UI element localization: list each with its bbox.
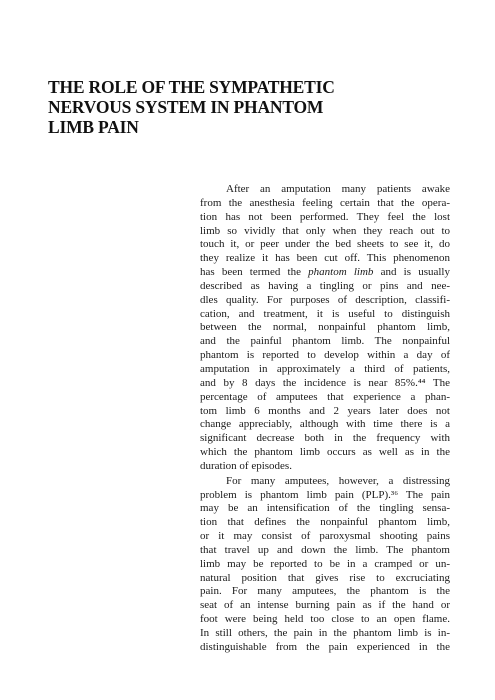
text-line: dles quality. For purposes of description, classifi-	[200, 293, 450, 306]
text-line: natural position that gives rise to excruciating	[200, 571, 450, 584]
text-line: from the anesthesia feeling certain that the opera-	[200, 196, 450, 209]
body-text-column	[200, 183, 450, 655]
text-run: and is usually	[373, 266, 450, 279]
text-line: or it may consist of paroxysmal shooting pains	[200, 530, 450, 543]
chapter-title-line: LIMB PAIN	[48, 117, 139, 137]
text-line: and the painful phantom limb. The nonpainful	[200, 335, 450, 348]
text-line: duration of episodes.	[200, 459, 292, 472]
text-line: problem is phantom limb pain (PLP).³⁶ The pain	[200, 488, 450, 501]
text-line: tion that defines the nonpainful phantom limb,	[200, 516, 450, 529]
text-line: distinguishable from the pain experienced in the	[200, 640, 450, 653]
text-line: For many amputees, however, a distressing	[226, 474, 450, 487]
text-line: After an amputation many patients awake	[226, 183, 450, 195]
text-line: may be an intensification of the tingling sensa-	[200, 502, 450, 515]
text-line: that travel up and down the limb. The phantom	[200, 543, 450, 556]
text-line: tion has not been performed. They feel the lost	[200, 210, 450, 223]
text-run: has been termed the	[200, 266, 309, 279]
text-line: which the phantom limb occurs as well as in the	[200, 446, 450, 459]
text-line: they realize it has been cut off. This phenomenon	[200, 252, 450, 265]
text-line: touch it, or peer under the bed sheets to see it, do	[200, 238, 450, 251]
paragraph-amputation-phantom	[200, 183, 450, 474]
text-line: phantom is reported to develop within a day of	[200, 349, 450, 362]
paragraph-phantom-limb-pain	[200, 475, 450, 655]
text-line: foot were being held too close to an open flame.	[200, 613, 450, 626]
text-line: In still others, the pain in the phantom limb is in-	[200, 627, 450, 639]
text-line: significant decrease both in the frequency with	[200, 432, 450, 445]
text-line-with-italic	[200, 266, 450, 280]
text-line: percentage of amputees that experience a phan-	[200, 390, 450, 403]
text-line: and by 8 days the incidence is near 85%.⁴⁴ The	[200, 376, 450, 389]
text-line: tom limb 6 months and 2 years later does not	[200, 404, 450, 417]
text-line: amputation in approximately a third of patients,	[200, 362, 450, 375]
chapter-title-line: THE ROLE OF THE SYMPATHETIC	[48, 77, 335, 97]
text-line: seat of an intense burning pain as if the hand or	[200, 599, 450, 612]
text-line: limb so vividly that only when they reach out to	[200, 224, 450, 237]
text-line: change appreciably, although with time there is a	[200, 418, 450, 431]
chapter-title	[48, 77, 368, 137]
text-line: between the normal, nonpainful phantom limb,	[200, 321, 450, 334]
text-line: cation, and treatment, it is useful to distinguish	[200, 307, 450, 320]
text-line: described as having a tingling or pins and nee-	[200, 279, 450, 292]
text-line: limb may be reported to be in a cramped or un-	[200, 557, 450, 570]
italic-term: phantom limb	[308, 266, 374, 279]
text-line: pain. For many amputees, the phantom is the	[200, 585, 450, 598]
chapter-title-line: NERVOUS SYSTEM IN PHANTOM	[48, 97, 324, 117]
